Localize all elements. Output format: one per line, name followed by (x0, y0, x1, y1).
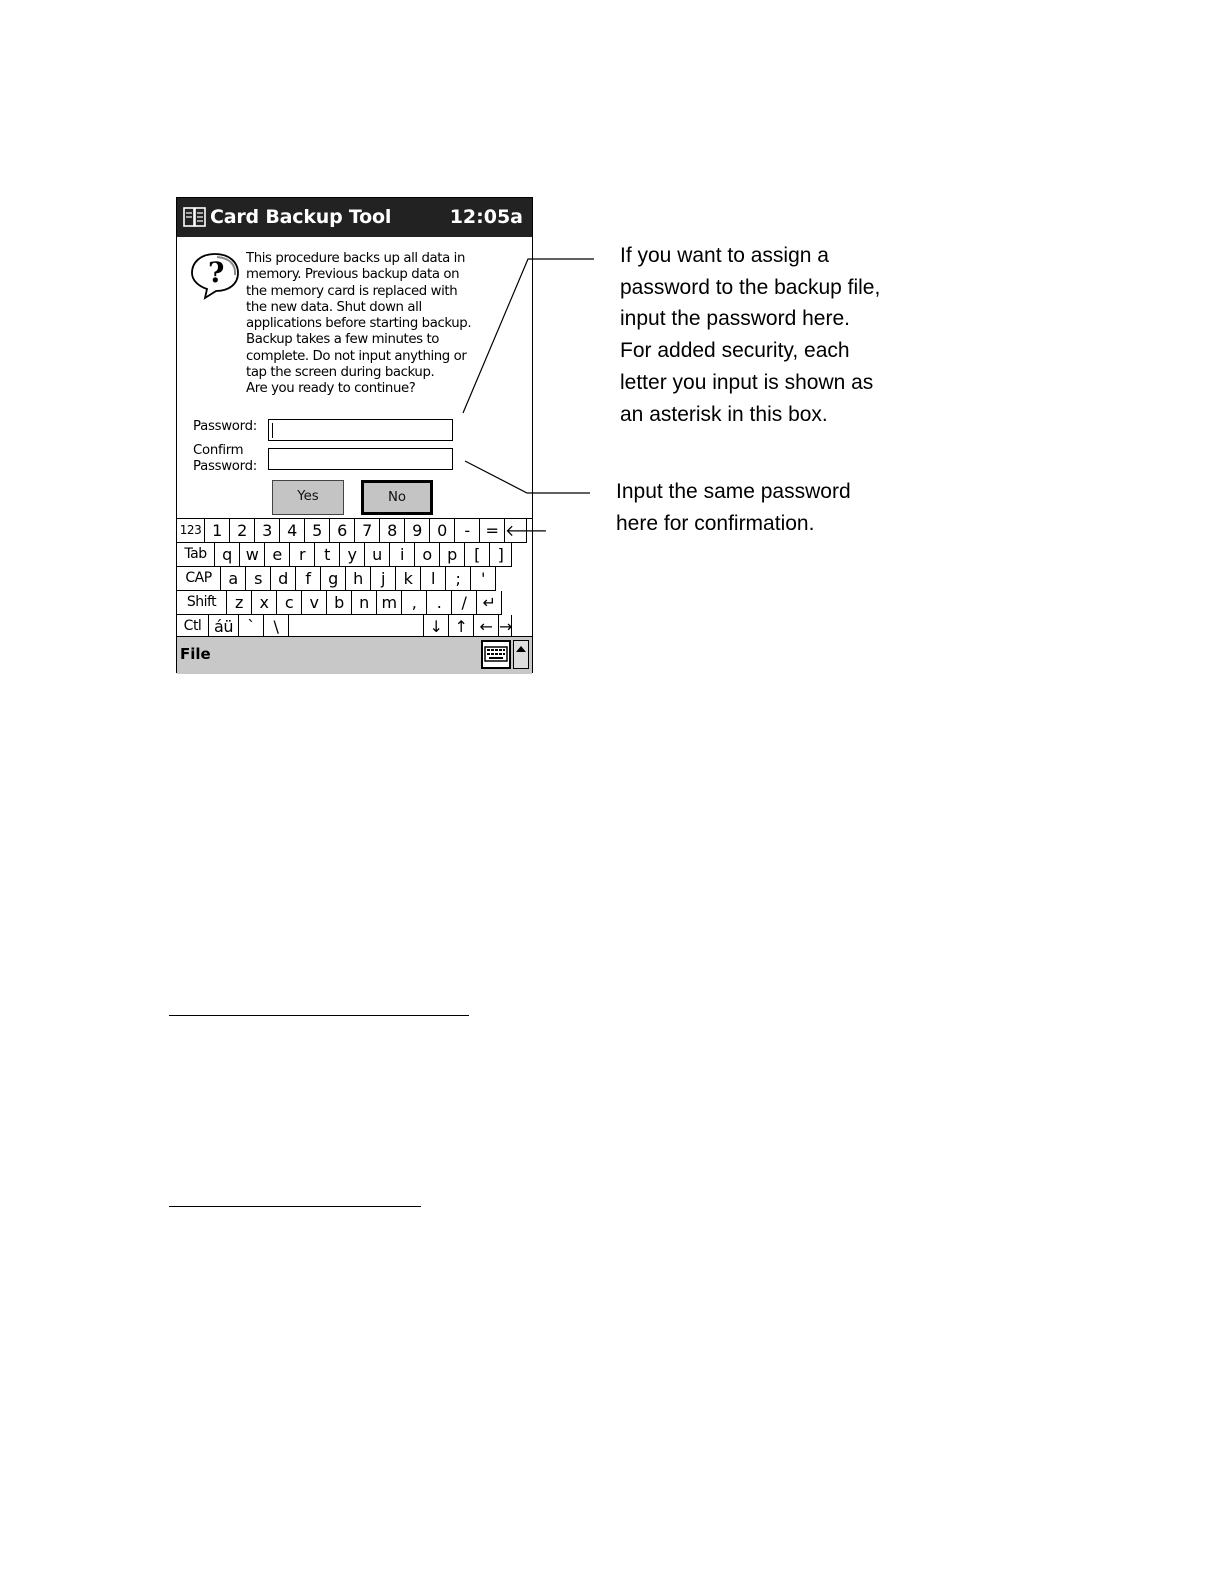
title-bar (177, 198, 532, 237)
confirm-password-field[interactable] (268, 448, 453, 470)
arrow-down-icon[interactable]: ↓ (424, 615, 449, 639)
password-annotation: If you want to assign a password to the backup file, input the password here. For added security, each letter you input is shown as an asterisk in this box. (620, 244, 881, 426)
key-9[interactable]: 9 (405, 519, 430, 543)
key-4[interactable]: 4 (280, 519, 305, 543)
key-;[interactable]: ; (446, 567, 471, 591)
no-button[interactable]: No (361, 480, 433, 515)
yes-button[interactable]: Yes (272, 480, 344, 515)
key-p[interactable]: p (440, 543, 465, 567)
key-m[interactable]: m (377, 591, 402, 615)
confirmation-message: This procedure backs up all data in memory. Previous backup data on the memory card is replaced with the new data. Shut down all applications before starting backup. Backup takes a few minutes to complete. Do not input anything or tap the screen during backup. Are you ready to continue? (246, 251, 472, 397)
horizontal-rule (169, 1206, 421, 1207)
key-`[interactable]: ` (239, 615, 264, 639)
key-5[interactable]: 5 (305, 519, 330, 543)
key-w[interactable]: w (240, 543, 265, 567)
key-2[interactable]: 2 (230, 519, 255, 543)
enter-icon[interactable]: ↵ (477, 591, 502, 615)
arrow-up-icon[interactable]: ↑ (449, 615, 474, 639)
horizontal-rule (169, 1015, 469, 1016)
key-l[interactable]: l (421, 567, 446, 591)
key-\[interactable]: \ (264, 615, 289, 639)
key-'[interactable]: ' (471, 567, 496, 591)
key-,[interactable]: , (402, 591, 427, 615)
key-shift[interactable]: Shift (177, 591, 227, 615)
key-ctl[interactable]: Ctl (177, 615, 209, 639)
key-d[interactable]: d (271, 567, 296, 591)
file-menu[interactable]: File (180, 645, 211, 663)
confirm-password-label: Confirm Password: (193, 443, 257, 474)
arrow-left-icon[interactable]: ← (474, 615, 499, 639)
key-tab[interactable]: Tab (177, 543, 215, 567)
key-k[interactable]: k (396, 567, 421, 591)
password-label: Password: (193, 419, 257, 434)
key-3[interactable]: 3 (255, 519, 280, 543)
key-c[interactable]: c (277, 591, 302, 615)
key-r[interactable]: r (290, 543, 315, 567)
key-accents[interactable]: áü (209, 615, 239, 639)
keyboard-row (177, 591, 532, 615)
key-e[interactable]: e (265, 543, 290, 567)
key-a[interactable]: a (221, 567, 246, 591)
key-b[interactable]: b (327, 591, 352, 615)
key-=[interactable]: = (480, 519, 505, 543)
key-f[interactable]: f (296, 567, 321, 591)
key-[[interactable]: [ (465, 543, 490, 567)
key-g[interactable]: g (321, 567, 346, 591)
confirm-annotation: Input the same password here for confirmation. (616, 480, 851, 535)
keyboard-row (177, 519, 548, 543)
key-6[interactable]: 6 (330, 519, 355, 543)
text-caret (272, 423, 273, 438)
key-123[interactable]: 123 (177, 519, 205, 543)
key-v[interactable]: v (302, 591, 327, 615)
key-0[interactable]: 0 (430, 519, 455, 543)
key-u[interactable]: u (365, 543, 390, 567)
menu-bar (177, 636, 532, 674)
backspace-icon[interactable]: 🡐 (505, 519, 527, 543)
keyboard-row (177, 567, 532, 591)
key-t[interactable]: t (315, 543, 340, 567)
keyboard-icon[interactable] (481, 640, 511, 669)
key--[interactable]: - (455, 519, 480, 543)
key-n[interactable]: n (352, 591, 377, 615)
keyboard-row (177, 543, 532, 567)
key-][interactable]: ] (490, 543, 512, 567)
key-1[interactable]: 1 (205, 519, 230, 543)
key-caps[interactable]: CAP (177, 567, 221, 591)
key-x[interactable]: x (252, 591, 277, 615)
key-s[interactable]: s (246, 567, 271, 591)
arrow-right-icon[interactable]: → (499, 615, 512, 639)
key-.[interactable]: . (427, 591, 452, 615)
pda-screen (176, 197, 548, 673)
soft-keyboard (177, 518, 548, 637)
card-backup-app-icon (182, 205, 208, 229)
key-8[interactable]: 8 (380, 519, 405, 543)
key-q[interactable]: q (215, 543, 240, 567)
key-h[interactable]: h (346, 567, 371, 591)
key-i[interactable]: i (390, 543, 415, 567)
app-title: Card Backup Tool (210, 206, 392, 228)
key-/[interactable]: / (452, 591, 477, 615)
key-j[interactable]: j (371, 567, 396, 591)
key-y[interactable]: y (340, 543, 365, 567)
svg-text:?: ? (208, 256, 225, 289)
password-field[interactable] (268, 419, 453, 441)
key-7[interactable]: 7 (355, 519, 380, 543)
arrow-up-icon[interactable] (513, 640, 529, 669)
clock[interactable]: 12:05a (449, 206, 523, 228)
key-z[interactable]: z (227, 591, 252, 615)
question-icon (189, 251, 241, 301)
key-o[interactable]: o (415, 543, 440, 567)
